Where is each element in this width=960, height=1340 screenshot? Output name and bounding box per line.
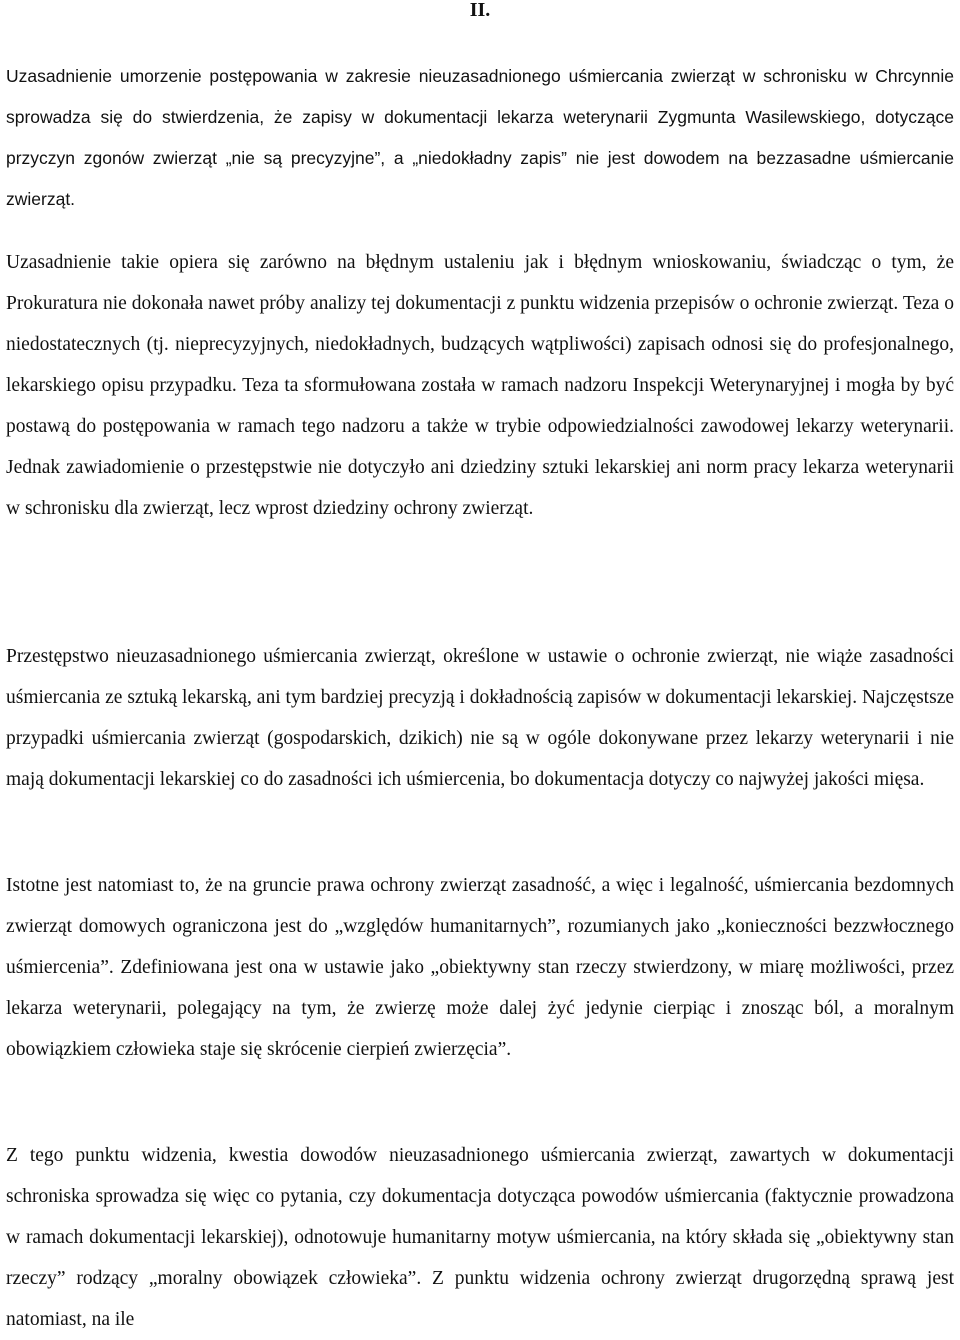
paragraph-2: Uzasadnienie takie opiera się zarówno na błędnym ustaleniu jak i błędnym wnioskowaniu, świadcząc o tym, że Prokuratura nie dokonała nawet próby analizy tej dokumentacji z punktu widzenia przepisów o ochronie zwierząt. Teza o niedostatecznych (tj. nieprecyzyjnych, niedokładnych, budzących wątpliwości) zapisach odnosi się do profesjonalnego, lekarskiego opisu przypadku. Teza ta sformułowana została w ramach nadzoru Inspekcji Weterynaryjnej i mogła by być postawą do postępowania w ramach tego nadzoru a także w trybie odpowiedzialności zawodowej lekarzy weterynarii. Jednak zawiadomienie o przestępstwie nie dotyczyło ani dziedziny sztuki lekarskiej ani norm pracy lekarza weterynarii w schronisku dla zwierząt, lecz wprost dziedziny ochrony zwierząt. [6,252,954,519]
paragraph-5: Z tego punktu widzenia, kwestia dowodów nieuzasadnionego uśmiercania zwierząt, zawartych w dokumentacji schroniska sprowadza się więc co pytania, czy dokumentacja dotycząca powodów uśmiercania (faktycznie prowadzona w ramach dokumentacji lekarskiej), odnotowuje humanitarny motyw uśmiercania, na który składa się „obiektywny stan rzeczy” rodzący „moralny obowiązek człowieka”. Z punktu widzenia ochrony zwierząt drugorzędną sprawą jest natomiast, na ile [6,1145,954,1330]
paragraph-1: Uzasadnienie umorzenie postępowania w zakresie nieuzasadnionego uśmiercania zwierząt w schronisku w Chrcynnie sprowadza się do stwierdzenia, że zapisy w dokumentacji lekarza weterynarii Zygmunta Wasilewskiego, dotyczące przyczyn zgonów zwierząt „nie są precyzyjne”, a „niedokładny zapis” nie jest dowodem na bezzasadne uśmiercanie zwierząt. [6,66,954,209]
section-heading: II. [469,0,491,21]
paragraph-3: Przestępstwo nieuzasadnionego uśmiercania zwierząt, określone w ustawie o ochronie zwierząt, nie wiąże zasadności uśmiercania ze sztuką lekarską, ani tym bardziej precyzją i dokładnością zapisów w dokumentacji lekarskiej. Najczęstsze przypadki uśmiercania zwierząt (gospodarskich, dzikich) nie są w ogóle dokonywane przez lekarzy weterynarii i nie mają dokumentacji lekarskiej co do zasadności ich uśmiercenia, bo dokumentacja dotyczy co najwyżej jakości mięsa. [6,646,954,790]
paragraph-4: Istotne jest natomiast to, że na gruncie prawa ochrony zwierząt zasadność, a więc i legalność, uśmiercania bezdomnych zwierząt domowych ograniczona jest do „względów humanitarnych”, rozumianych jako „konieczności bezzwłocznego uśmiercenia”. Zdefiniowana jest ona w ustawie jako „obiektywny stan rzeczy stwierdzony, w miarę możliwości, przez lekarza weterynarii, polegający na tym, że zwierzę może dalej żyć jedynie cierpiąc i znosząc ból, a moralnym obowiązkiem człowieka staje się skrócenie cierpień zwierzęcia”. [6,875,954,1060]
